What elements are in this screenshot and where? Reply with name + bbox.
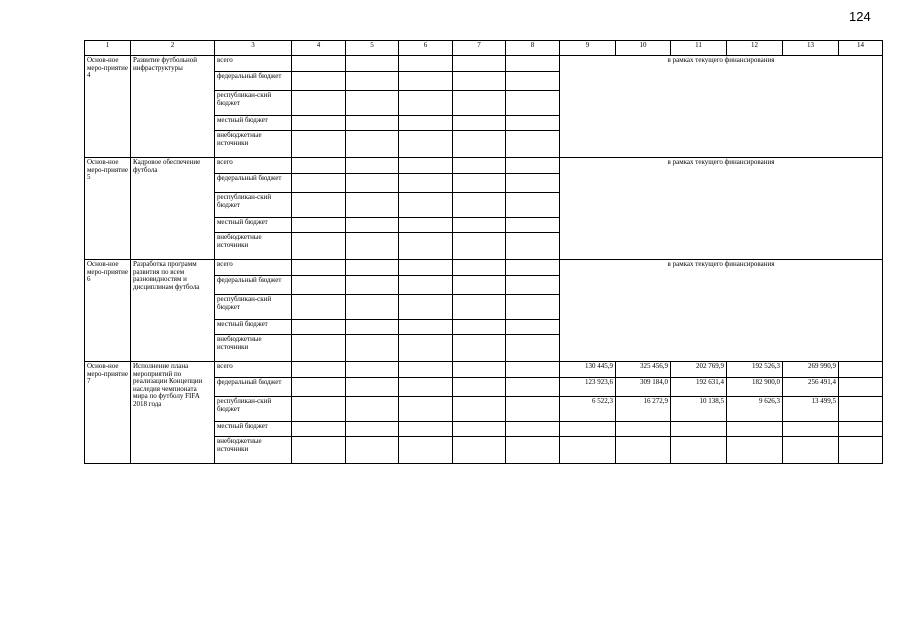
header-cell: 2	[131, 41, 215, 56]
source-label: федеральный бюджет	[215, 276, 292, 295]
header-cell: 12	[727, 41, 783, 56]
source-label: местный бюджет	[215, 218, 292, 233]
source-label: внебюджетные источники	[215, 437, 292, 464]
header-cell: 10	[616, 41, 671, 56]
event-name-cell: Кадровое обеспечение футбола	[131, 158, 215, 260]
source-label: республикан-ский бюджет	[215, 295, 292, 320]
funding-note: в рамках текущего финансирования	[560, 158, 883, 260]
source-label: федеральный бюджет	[215, 72, 292, 91]
event-cell: Основ-ное меро-приятие 4	[85, 56, 131, 158]
table-row	[85, 362, 883, 378]
header-cell: 14	[839, 41, 883, 56]
value-cell: 192 526,3	[727, 362, 783, 378]
header-cell: 7	[453, 41, 506, 56]
header-cell: 6	[399, 41, 453, 56]
source-label: внебюджетные источники	[215, 131, 292, 158]
value-cell: 256 491,4	[783, 378, 839, 397]
page-number: 124	[849, 9, 871, 24]
source-label: всего	[215, 362, 292, 378]
source-label: федеральный бюджет	[215, 174, 292, 193]
source-label: всего	[215, 158, 292, 174]
source-label: местный бюджет	[215, 422, 292, 437]
source-label: внебюджетные источники	[215, 233, 292, 260]
value-cell: 192 631,4	[671, 378, 727, 397]
source-label: республикан-ский бюджет	[215, 397, 292, 422]
value-cell: 325 456,9	[616, 362, 671, 378]
header-cell: 3	[215, 41, 292, 56]
value-cell: 182 900,0	[727, 378, 783, 397]
funding-note: в рамках текущего финансирования	[560, 260, 883, 362]
source-label: внебюджетные источники	[215, 335, 292, 362]
funding-note: в рамках текущего финансирования	[560, 56, 883, 158]
value-cell: 269 990,9	[783, 362, 839, 378]
value-cell: 16 272,9	[616, 397, 671, 422]
budget-table	[84, 40, 883, 464]
event-cell: Основ-ное меро-приятие 5	[85, 158, 131, 260]
event-cell: Основ-ное меро-приятие 7	[85, 362, 131, 464]
source-label: всего	[215, 260, 292, 276]
value-cell: 309 184,0	[616, 378, 671, 397]
table-row	[85, 260, 883, 276]
header-cell: 5	[346, 41, 399, 56]
value-cell: 9 626,3	[727, 397, 783, 422]
value-cell: 6 522,3	[560, 397, 616, 422]
source-label: местный бюджет	[215, 320, 292, 335]
value-cell: 130 445,9	[560, 362, 616, 378]
header-cell: 1	[85, 41, 131, 56]
table-row	[85, 158, 883, 174]
header-cell: 11	[671, 41, 727, 56]
event-name-cell: Разработка программ развития по всем разновидностям и дисциплинам футбола	[131, 260, 215, 362]
value-cell: 13 499,5	[783, 397, 839, 422]
header-row	[85, 41, 883, 56]
event-cell: Основ-ное меро-приятие 6	[85, 260, 131, 362]
value-cell: 202 769,9	[671, 362, 727, 378]
event-name-cell: Развитие футбольной инфраструктуры	[131, 56, 215, 158]
source-label: республикан-ский бюджет	[215, 91, 292, 116]
value-cell: 123 923,6	[560, 378, 616, 397]
header-cell: 4	[292, 41, 346, 56]
source-label: республикан-ский бюджет	[215, 193, 292, 218]
header-cell: 9	[560, 41, 616, 56]
event-name-cell: Исполнение плана мероприятий по реализации Концепции наследия чемпионата мира по футболу FIFA 2018 года	[131, 362, 215, 464]
source-label: всего	[215, 56, 292, 72]
source-label: местный бюджет	[215, 116, 292, 131]
header-cell: 13	[783, 41, 839, 56]
value-cell: 10 138,5	[671, 397, 727, 422]
header-cell: 8	[506, 41, 560, 56]
table-row	[85, 56, 883, 72]
source-label: федеральный бюджет	[215, 378, 292, 397]
